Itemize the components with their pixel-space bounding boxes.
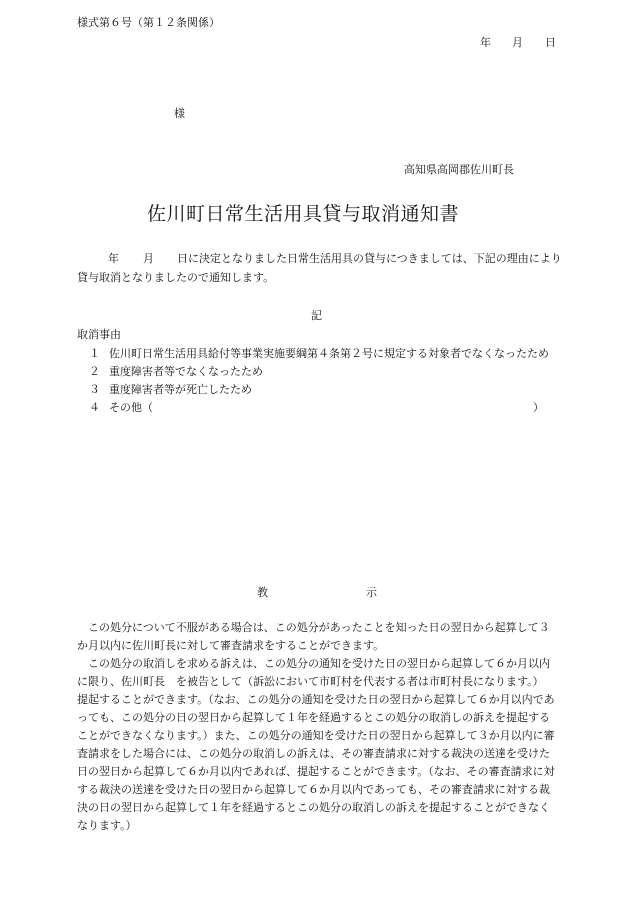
intro-month: 月 (143, 252, 154, 265)
intro-year: 年 (108, 252, 119, 265)
reason-item (89, 345, 549, 361)
date-month: 月 (512, 36, 523, 49)
reason-number: ２ (89, 365, 100, 378)
kyoji-heading-right: 示 (366, 586, 377, 599)
notice-paragraph-1: この処分について不服がある場合は、この処分があったことを知った日の翌日から起算して３か月以内に佐川町長に対して審査請求をすることができます。 (77, 621, 550, 652)
kyoji-heading-left: 教 (257, 586, 268, 599)
reason-text: 佐川町日常生活用具給付等事業実施要綱第４条第２号に規定する対象者でなくなったため (109, 347, 549, 360)
date-day: 日 (545, 36, 556, 49)
reason-item (89, 399, 153, 415)
reason-heading: 取消事由 (77, 328, 121, 341)
notice-body (77, 619, 557, 835)
reason-item (89, 381, 252, 397)
reason-text: 重度障害者等が死亡したため (109, 383, 252, 396)
document-title: 佐川町日常生活用具貸与取消通知書 (147, 203, 460, 225)
addressee-suffix: 様 (174, 107, 185, 120)
issuer-name: 高知県高岡郡佐川町長 (404, 163, 514, 176)
reason-text: その他（ (109, 401, 153, 414)
reason-text: 重度障害者等でなくなったため (109, 365, 263, 378)
intro-text-line2: 貸与取消となりましたので通知します。 (77, 271, 275, 284)
ki-heading: 記 (311, 309, 322, 322)
reason-number: ３ (89, 383, 100, 396)
reason-number: １ (89, 347, 100, 360)
reason-number: ４ (89, 401, 100, 414)
notice-paragraph-2: この処分の取消しを求める訴えは、この処分の通知を受けた日の翌日から起算して６か月以内に限り、佐川町長 を被告として（訴訟において市町村を代表する者は市町村長になります。） (77, 657, 550, 688)
intro-text-line1: 日に決定となりました日常生活用具の貸与につきましては、下記の理由により (177, 252, 562, 265)
form-number: 様式第６号（第１２条関係） (77, 16, 220, 29)
notice-paragraph-2-continued: 提起することができます。（なお、この処分の通知を受けた日の翌日から起算して６か月以内であっても、この処分の日の翌日から起算して１年を経過するとこの処分の取消しの訴えを提起することができなくなります。）また、この処分の通知を受けた日の翌日から起算して３か月以内に審査請求をした場合には、この処分の取消しの訴えは、その審査請求に対する裁決の送達を受けた日の翌日から起算して６か月以内であれば、提起することができます。（なお、その審査請求に対する裁決の送達を受けた日の翌日から起算して６か月以内であっても、その審査請求に対する裁決の日の翌日から起算して１年を経過するとこの処分の取消しの訴えを提起することができなくなります。） (77, 693, 555, 832)
reason-item (89, 363, 263, 379)
date-year: 年 (480, 36, 491, 49)
reason-other-close: ） (533, 401, 544, 414)
